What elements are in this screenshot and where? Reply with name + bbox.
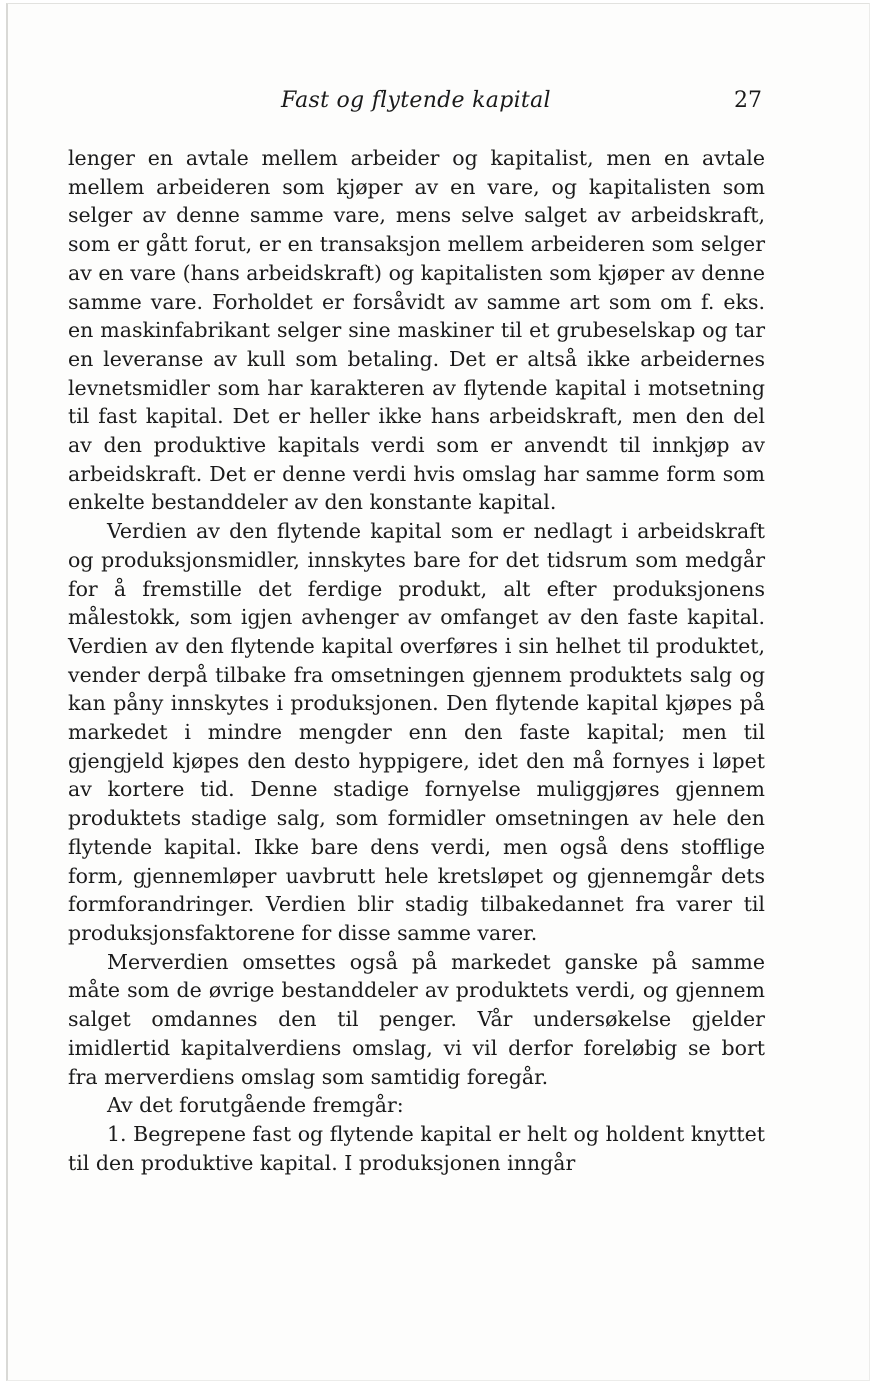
page-header [8,88,869,118]
page-number: 27 [734,88,762,113]
book-page [6,3,870,1381]
body-text [68,144,765,1177]
paragraph-3: Merverdien omsettes også på markedet ganske på samme måte som de øvrige bestanddeler av produktets verdi, og gjennem salget omdannes den til penger. Vår undersøkelse gjelder imidlertid kapitalverdiens omslag, vi vil derfor foreløbig se bort fra merverdiens omslag som samtidig foregår. [68,949,765,1089]
running-title: Fast og flytende kapital [281,88,551,113]
paragraph-2: Verdien av den flytende kapital som er nedlagt i arbeidskraft og produksjonsmidler, innskytes bare for det tidsrum som medgår for å fremstille det ferdige produkt, alt efter produksjonens målestokk, som igjen avhenger av omfanget av den faste kapital. Verdien av den flytende kapital overføres i sin helhet til produktet, vender derpå tilbake fra omsetningen gjennem produktets salg og kan påny innskytes i produksjonen. Den flytende kapital kjøpes på markedet i mindre mengder enn den faste kapital; men til gjengjeld kjøpes den desto hyppigere, idet den må fornyes i løpet av kortere tid. Denne stadige fornyelse muliggjøres gjennem produktets stadige salg, som formidler omsetningen av hele den flytende kapital. Ikke bare dens verdi, men også dens stofflige form, gjennemløper uavbrutt hele kretsløpet og gjennemgår dets formforandringer. Verdien blir stadig tilbakedannet fra varer til produksjonsfaktorene for disse samme varer. [68,519,765,945]
paragraph-5-numbered-item: 1. Begrepene fast og flytende kapital er helt og holdent knyttet til den produktive kapital. I produksjonen inngår [68,1121,765,1175]
paragraph-1: lenger en avtale mellem arbeider og kapitalist, men en avtale mellem arbeideren som kjøper av en vare, og kapitalisten som selger av denne samme vare, mens selve salget av arbeidskraft, som er gått forut, er en transaksjon mellem arbeideren som selger av en vare (hans arbeidskraft) og kapitalisten som kjøper av denne samme vare. Forholdet er forsåvidt av samme art som om f. eks. en maskinfabrikant selger sine maskiner til et grubeselskap og tar en leveranse av kull som betaling. Det er altså ikke arbeidernes levnetsmidler som har karakteren av flytende kapital i motsetning til fast kapital. Det er heller ikke hans arbeidskraft, men den del av den produktive kapitals verdi som er anvendt til innkjøp av arbeidskraft. Det er denne verdi hvis omslag har samme form som enkelte bestanddeler av den konstante kapital. [68,146,765,515]
paragraph-4: Av det forutgående fremgår: [107,1093,404,1118]
